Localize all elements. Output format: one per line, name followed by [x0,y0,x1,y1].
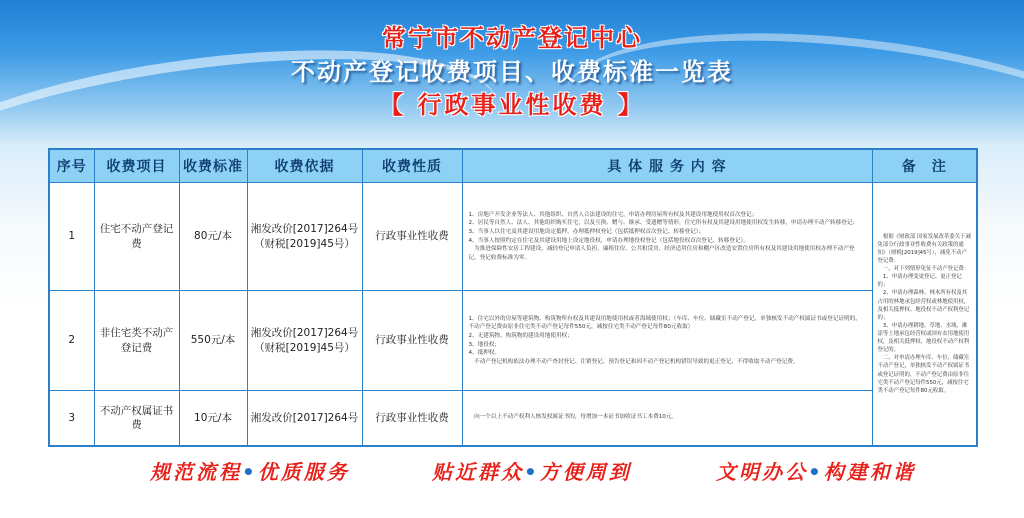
row-basis-line: （财税[2019]45号） [254,341,355,354]
remark-line: 1、申请办理变更登记、更正登记的； [877,274,962,289]
row-no: 2 [49,291,94,391]
row-item: 不动产权属证书费 [94,391,179,446]
row-nature: 行政事业性收费 [362,391,462,446]
content-line: 为推进保障性安居工程建设，减轻登记申请人负担，廉租住房、公共租赁房、经济适用住房和棚户区改造安置住房所有权及其建设用地使用权办理不动产登记，登记收费标准为零。 [468,246,855,261]
row-standard: 80元/本 [179,183,247,291]
row-basis-line: 湘发改价[2017]264号 [250,411,359,424]
slogan-text: 规范流程 [150,460,242,484]
header-nature: 收费性质 [362,149,462,183]
content-line: 3、当事人以住宅及其建设用地设定抵押，办理抵押权登记（包括抵押权首次登记、转移登记）； [468,228,705,235]
content-line: 4、当事人按照约定在住宅及其建设用地上设定地役权，申请办理地役权登记（包括地役权首次登记、转移登记）。 [468,237,749,244]
fee-table [48,148,978,447]
row-basis [247,183,362,291]
table-row [49,391,977,446]
row-nature: 行政事业性收费 [362,183,462,291]
row-standard: 550元/本 [179,291,247,391]
row-standard: 10元/本 [179,391,247,446]
slogan-separator: • [808,460,824,484]
slogan-text: 文明办公 [716,460,808,484]
row-basis [247,291,362,391]
content-line: 不动产登记机构依法办理不动产查封登记、注销登记、预告登记和因不动产登记机构错误导致的更正登记，不得收取不动产登记费。 [474,358,799,365]
row-basis-line: 湘发改价[2017]264号 [250,327,359,340]
row-no: 1 [49,183,94,291]
row-nature: 行政事业性收费 [362,291,462,391]
slogan-separator: • [242,460,258,484]
slogan-text: 方便周到 [539,460,632,484]
slogan-separator: • [524,460,540,484]
slogan-group-3 [716,456,916,485]
content-line: 1、房地产开发企业等法人、其他组织、自然人合法建设的住宅，申请办理房屋所有权及其建设用地使用权首次登记； [468,211,758,218]
remark-line: 3、申请办理耕地、草地、水域、滩涂等土地承包经营权或国有农用地使用权，及相关抵押权、地役权不动产权利登记的。 [877,322,970,354]
header-remark: 备 注 [872,149,977,183]
table-header-row [49,149,977,183]
organization-title: 常宁市不动产登记中心 [382,24,642,52]
row-content [462,291,872,391]
content-line: 2、居民等自然人、法人、其他组织购买住宅，以及互换、赠与、继承、受遗赠等情形，住宅所有权及其建设用地使用权发生转移，申请办理不动产转移登记； [468,220,859,227]
row-content [462,391,872,446]
content-line: 1、住宅以外的房屋等建筑物、构筑物所有权及其建设用地使用权或者海域使用权；（车库、车位、储藏室不动产登记，单独核发不动产权属证书或登记证明的，不动产登记费由原非住宅类不动产登记每件550元，减按住宅类不动产登记每件80元收取） [468,315,861,331]
content-line: 4、抵押权。 [468,350,501,357]
slogan-text: 贴近群众 [432,460,524,484]
page-title: 不动产登记收费项目、收费标准一览表 [291,58,733,86]
row-content [462,183,872,291]
row-item: 住宅不动产登记费 [94,183,179,291]
table-row [49,291,977,391]
header-basis: 收费依据 [247,149,362,183]
header-content: 具 体 服 务 内 容 [462,149,872,183]
content-line: 3、地役权； [468,341,501,348]
row-no: 3 [49,391,94,446]
category-title: 【 行政事业性收费 】 [379,91,645,119]
content-line: 向一个以上不动产权利人核发权属证书的，每增加一本证书加收证书工本费10元。 [474,414,677,421]
slogan-group-2 [432,456,632,485]
remark-cell [872,183,977,446]
row-basis [247,391,362,446]
row-item: 非住宅类不动产登记费 [94,291,179,391]
row-basis-line: 湘发改价[2017]264号 [250,223,359,236]
table-row [49,183,977,291]
remark-line: 二、对申请办理车库、车位、储藏室不动产登记，单独核发不动产权属证书或登记证明的，不动产登记费由原非住宅类不动产登记每件550元，减按住宅类不动产登记每件80元收取。 [877,355,970,394]
header-standard: 收费标准 [179,149,247,183]
header-item: 收费项目 [94,149,179,183]
header-no: 序号 [49,149,94,183]
remark-line: 根据《财政部 国家发展改革委关于减免部分行政事业性收费有关政策的通知》（财税[2019]45号），减免不动产登记费： [877,233,971,264]
remark-line: 2、申请办理森林、林木所有权及其占用的林地承包经营权或林地使用权，及相关抵押权、地役权不动产权利登记的； [877,290,970,321]
content-line: 2、无建筑物、构筑物的建设用地使用权； [468,332,573,339]
row-basis-line: （财税[2019]45号） [254,237,355,250]
remark-line: 一、对下列情形免征不动产登记费： [882,266,970,273]
slogan-group-1 [150,456,350,485]
slogan-text: 优质服务 [257,460,350,484]
slogan-text: 构建和谐 [823,460,916,484]
